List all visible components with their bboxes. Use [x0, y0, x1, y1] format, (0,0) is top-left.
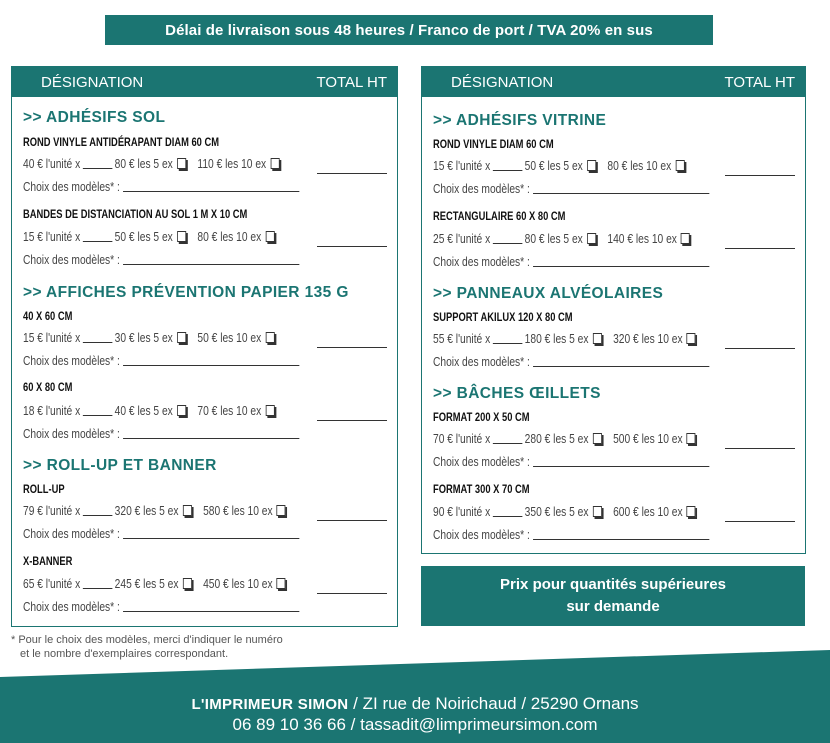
right-order-panel — [421, 66, 806, 554]
choice-line[interactable]: Choix des modèles* : — [23, 600, 299, 614]
total-field[interactable] — [725, 348, 795, 349]
checkbox-5[interactable] — [177, 231, 186, 242]
total-field[interactable] — [317, 246, 387, 247]
product-name: RECTANGULAIRE 60 X 80 CM — [433, 209, 566, 223]
checkbox-5[interactable] — [593, 333, 602, 344]
footer-address-line — [0, 694, 830, 714]
quantity-field[interactable] — [83, 415, 113, 416]
left-panel-header — [12, 67, 397, 97]
price-line: 79 € l'unité x 320 € les 5 ex 580 € les 10 ex — [23, 504, 297, 518]
price-line: 15 € l'unité x 30 € les 5 ex 50 € les 10 ex — [23, 331, 286, 345]
price-line: 15 € l'unité x 50 € les 5 ex 80 € les 10 ex — [23, 230, 286, 244]
total-field[interactable] — [317, 173, 387, 174]
checkbox-5[interactable] — [593, 506, 602, 517]
delivery-banner — [105, 15, 713, 45]
section-title: >> BÂCHES ŒILLETS — [433, 385, 601, 402]
product-name: BANDES DE DISTANCIATION AU SOL 1 M X 10 CM — [23, 207, 248, 221]
total-header: TOTAL HT — [724, 73, 795, 91]
checkbox-10[interactable] — [265, 332, 274, 343]
product-name: ROND VINYLE ANTIDÉRAPANT DIAM 60 CM — [23, 135, 220, 149]
footer-address: / ZI rue de Noirichaud / 25290 Ornans — [348, 694, 639, 713]
quantity-field[interactable] — [493, 343, 523, 344]
choice-line[interactable]: Choix des modèles* : — [23, 253, 299, 267]
section-title: >> PANNEAUX ALVÉOLAIRES — [433, 285, 664, 302]
total-header: TOTAL HT — [316, 73, 387, 91]
quantity-field[interactable] — [493, 443, 523, 444]
product-name: FORMAT 300 X 70 CM — [433, 482, 530, 496]
quote-banner — [421, 566, 805, 626]
price-line: 25 € l'unité x 80 € les 5 ex 140 € les 10 ex — [433, 232, 702, 246]
price-line: 70 € l'unité x 280 € les 5 ex 500 € les 10 ex — [433, 432, 707, 446]
section-title: >> ADHÉSIFS VITRINE — [433, 112, 607, 129]
checkbox-10[interactable] — [277, 578, 286, 589]
product-name: ROND VINYLE DIAM 60 CM — [433, 137, 554, 151]
total-field[interactable] — [317, 347, 387, 348]
product-name: ROLL-UP — [23, 482, 65, 496]
delivery-banner-text: Délai de livraison sous 48 heures / Franco de port / TVA 20% en sus — [165, 21, 653, 39]
checkbox-5[interactable] — [587, 160, 596, 171]
designation-header: DÉSIGNATION — [451, 73, 554, 91]
product-name: SUPPORT AKILUX 120 X 80 CM — [433, 310, 573, 324]
checkbox-5[interactable] — [177, 332, 186, 343]
product-name: X-BANNER — [23, 554, 73, 568]
choice-line[interactable]: Choix des modèles* : — [433, 355, 709, 369]
quantity-field[interactable] — [83, 168, 113, 169]
checkbox-10[interactable] — [265, 231, 274, 242]
left-order-panel — [11, 66, 398, 627]
quantity-field[interactable] — [83, 515, 113, 516]
checkbox-10[interactable] — [270, 158, 279, 169]
total-field[interactable] — [317, 520, 387, 521]
product-name: 60 X 80 CM — [23, 380, 73, 394]
quote-line-2: sur demande — [566, 598, 660, 615]
product-name: 40 X 60 CM — [23, 309, 73, 323]
total-field[interactable] — [317, 420, 387, 421]
brand-name: L'IMPRIMEUR SIMON — [191, 696, 349, 713]
quantity-field[interactable] — [493, 170, 523, 171]
checkbox-10[interactable] — [675, 160, 684, 171]
section-title: >> AFFICHES PRÉVENTION PAPIER 135 G — [23, 284, 349, 301]
choice-line[interactable]: Choix des modèles* : — [23, 527, 299, 541]
checkbox-10[interactable] — [687, 333, 696, 344]
price-line: 15 € l'unité x 50 € les 5 ex 80 € les 10 ex — [433, 159, 696, 173]
designation-header: DÉSIGNATION — [41, 73, 144, 91]
checkbox-10[interactable] — [681, 233, 690, 244]
choice-line[interactable]: Choix des modèles* : — [433, 255, 709, 269]
quantity-field[interactable] — [83, 241, 113, 242]
price-line: 55 € l'unité x 180 € les 5 ex 320 € les 10 ex — [433, 332, 707, 346]
quantity-field[interactable] — [493, 516, 523, 517]
checkbox-10[interactable] — [277, 505, 286, 516]
total-field[interactable] — [725, 248, 795, 249]
section-title: >> ROLL-UP ET BANNER — [23, 457, 217, 474]
checkbox-10[interactable] — [687, 433, 696, 444]
total-field[interactable] — [317, 593, 387, 594]
checkbox-5[interactable] — [587, 233, 596, 244]
quantity-field[interactable] — [83, 342, 113, 343]
checkbox-5[interactable] — [183, 578, 192, 589]
choice-line[interactable]: Choix des modèles* : — [23, 180, 299, 194]
total-field[interactable] — [725, 448, 795, 449]
checkbox-5[interactable] — [183, 505, 192, 516]
product-name: FORMAT 200 X 50 CM — [433, 410, 530, 424]
total-field[interactable] — [725, 175, 795, 176]
checkbox-5[interactable] — [177, 158, 186, 169]
choice-line[interactable]: Choix des modèles* : — [433, 455, 709, 469]
checkbox-10[interactable] — [687, 506, 696, 517]
section-title: >> ADHÉSIFS SOL — [23, 109, 166, 126]
quote-line-1: Prix pour quantités supérieures — [500, 576, 726, 593]
quantity-field[interactable] — [83, 588, 113, 589]
checkbox-10[interactable] — [265, 405, 274, 416]
quantity-field[interactable] — [493, 243, 523, 244]
price-line: 18 € l'unité x 40 € les 5 ex 70 € les 10 ex — [23, 404, 286, 418]
choice-line[interactable]: Choix des modèles* : — [23, 354, 299, 368]
checkbox-5[interactable] — [593, 433, 602, 444]
choice-line[interactable]: Choix des modèles* : — [433, 528, 709, 542]
right-panel-header — [422, 67, 805, 97]
choice-line[interactable]: Choix des modèles* : — [23, 427, 299, 441]
total-field[interactable] — [725, 521, 795, 522]
footnote-line-2: et le nombre d'exemplaires correspondant. — [20, 648, 229, 660]
price-line: 90 € l'unité x 350 € les 5 ex 600 € les 10 ex — [433, 505, 707, 519]
price-line: 40 € l'unité x 80 € les 5 ex 110 € les 10 ex — [23, 157, 291, 171]
price-line: 65 € l'unité x 245 € les 5 ex 450 € les 10 ex — [23, 577, 297, 591]
footnote-line-1: * Pour le choix des modèles, merci d'indiquer le numéro — [11, 634, 283, 646]
choice-line[interactable]: Choix des modèles* : — [433, 182, 709, 196]
footer-contact[interactable]: 06 89 10 36 66 / tassadit@limprimeursimon.com — [232, 715, 598, 734]
checkbox-5[interactable] — [177, 405, 186, 416]
